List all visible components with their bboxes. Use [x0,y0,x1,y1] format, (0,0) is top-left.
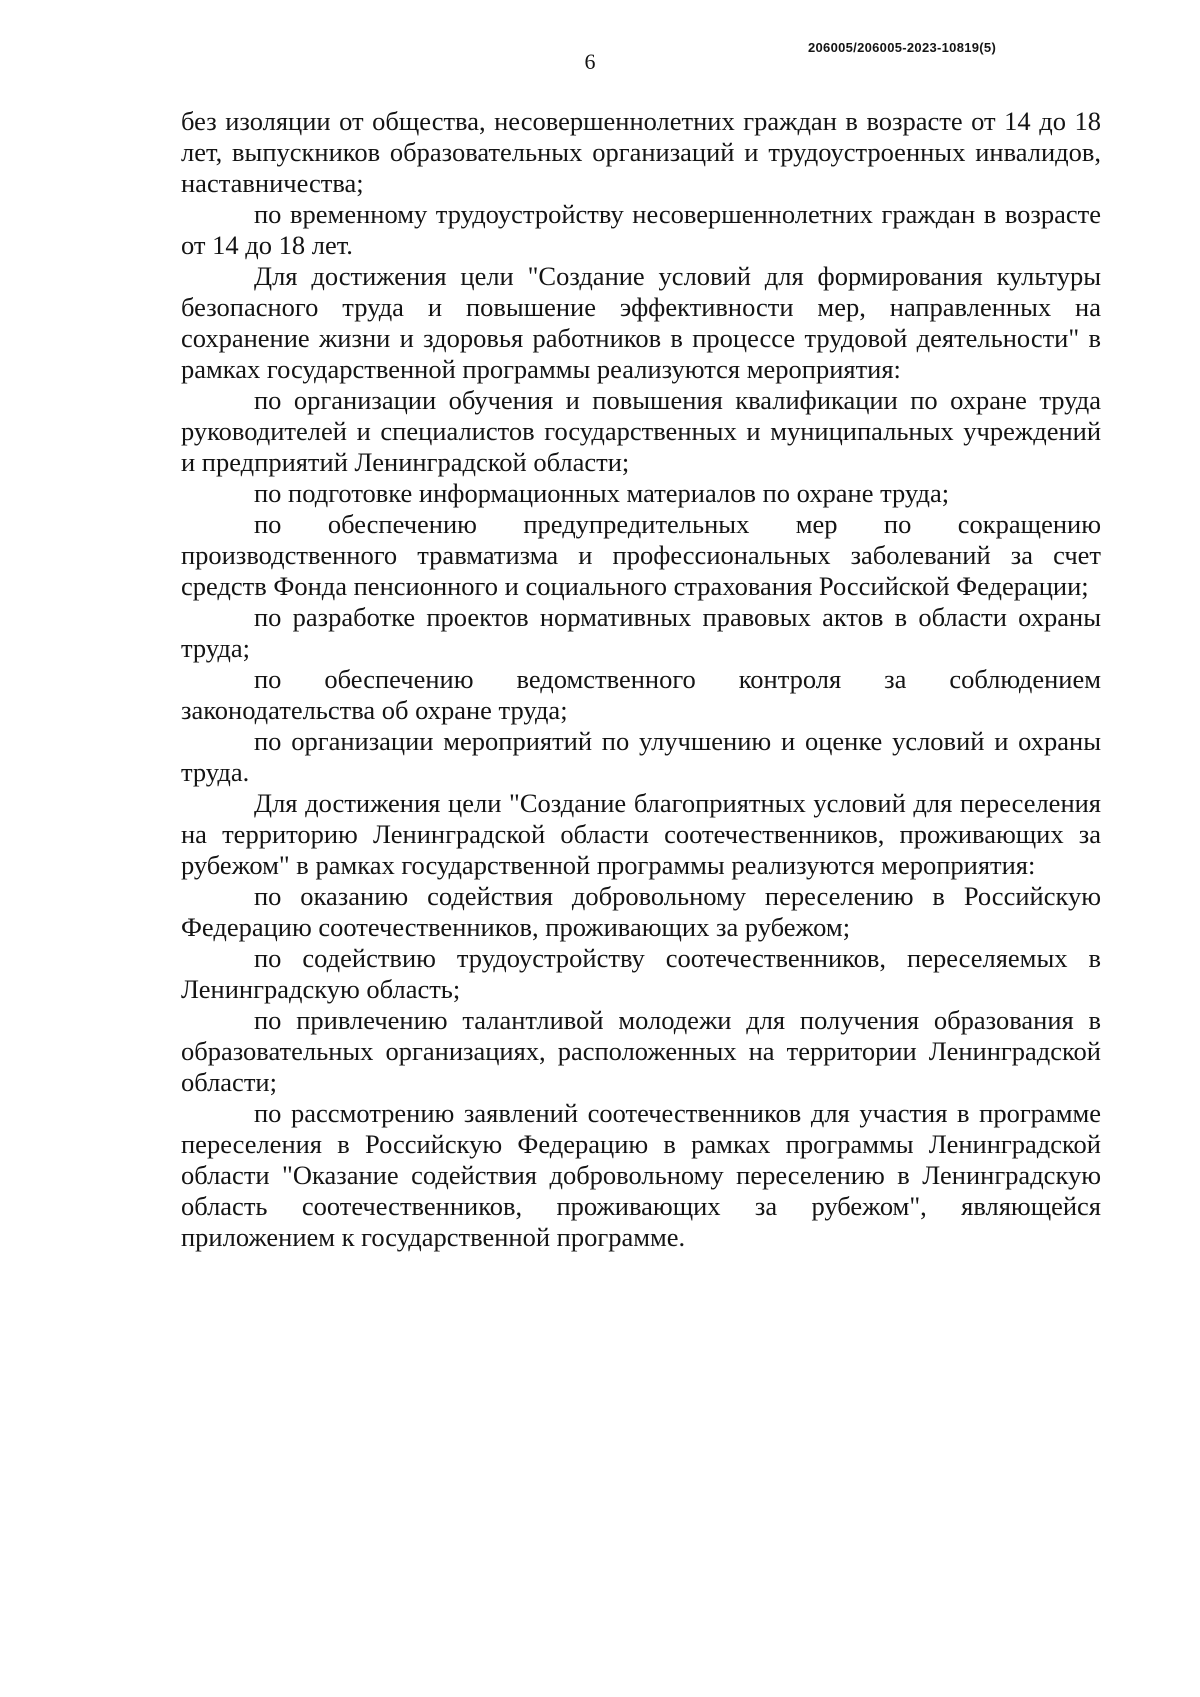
paragraph: Для достижения цели "Создание условий для формирования культуры безопасного труда и повышение эффективности мер, направленных на сохранение жизни и здоровья работников в процессе трудовой деятельности" в рамках государственной программы реализуются мероприятия: [181,261,1101,384]
paragraph: по рассмотрению заявлений соотечественников для участия в программе переселения в Российскую Федерацию в рамках программы Ленинградской области "Оказание содействия добровольному переселению в Ленинградскую область соотечественников, проживающих за рубежом", являющейся приложением к государственной программе. [181,1098,1101,1252]
document-registration-number: 206005/206005-2023-10819(5) [808,40,997,55]
paragraph: по организации мероприятий по улучшению и оценке условий и охраны труда. [181,726,1101,787]
paragraph: по подготовке информационных материалов по охране труда; [254,478,950,508]
paragraph: по содействию трудоустройству соотечественников, переселяемых в Ленинградскую область; [181,943,1101,1004]
paragraph: по временному трудоустройству несовершеннолетних граждан в возрасте от 14 до 18 лет. [181,199,1101,260]
paragraph: по оказанию содействия добровольному переселению в Российскую Федерацию соотечественников, проживающих за рубежом; [181,881,1101,942]
page-number: 6 [584,49,596,74]
paragraph: Для достижения цели "Создание благоприятных условий для переселения на территорию Ленинградской области соотечественников, проживающих за рубежом" в рамках государственной программы реализуются мероприятия: [181,788,1101,880]
paragraph: по разработке проектов нормативных правовых актов в области охраны труда; [181,602,1101,663]
paragraph: по организации обучения и повышения квалификации по охране труда руководителей и специалистов государственных и муниципальных учреждений и предприятий Ленинградской области; [181,385,1101,477]
paragraph: по привлечению талантливой молодежи для получения образования в образовательных организациях, расположенных на территории Ленинградской области; [181,1005,1101,1097]
paragraph: по обеспечению ведомственного контроля за соблюдением законодательства об охране труда; [181,664,1101,725]
paragraph-continuation: без изоляции от общества, несовершеннолетних граждан в возрасте от 14 до 18 лет, выпускников образовательных организаций и трудоустроенных инвалидов, наставничества; [181,106,1101,198]
paragraph: по обеспечению предупредительных мер по сокращению производственного травматизма и профессиональных заболеваний за счет средств Фонда пенсионного и социального страхования Российской Федерации; [181,509,1101,601]
document-body [181,106,1101,1253]
